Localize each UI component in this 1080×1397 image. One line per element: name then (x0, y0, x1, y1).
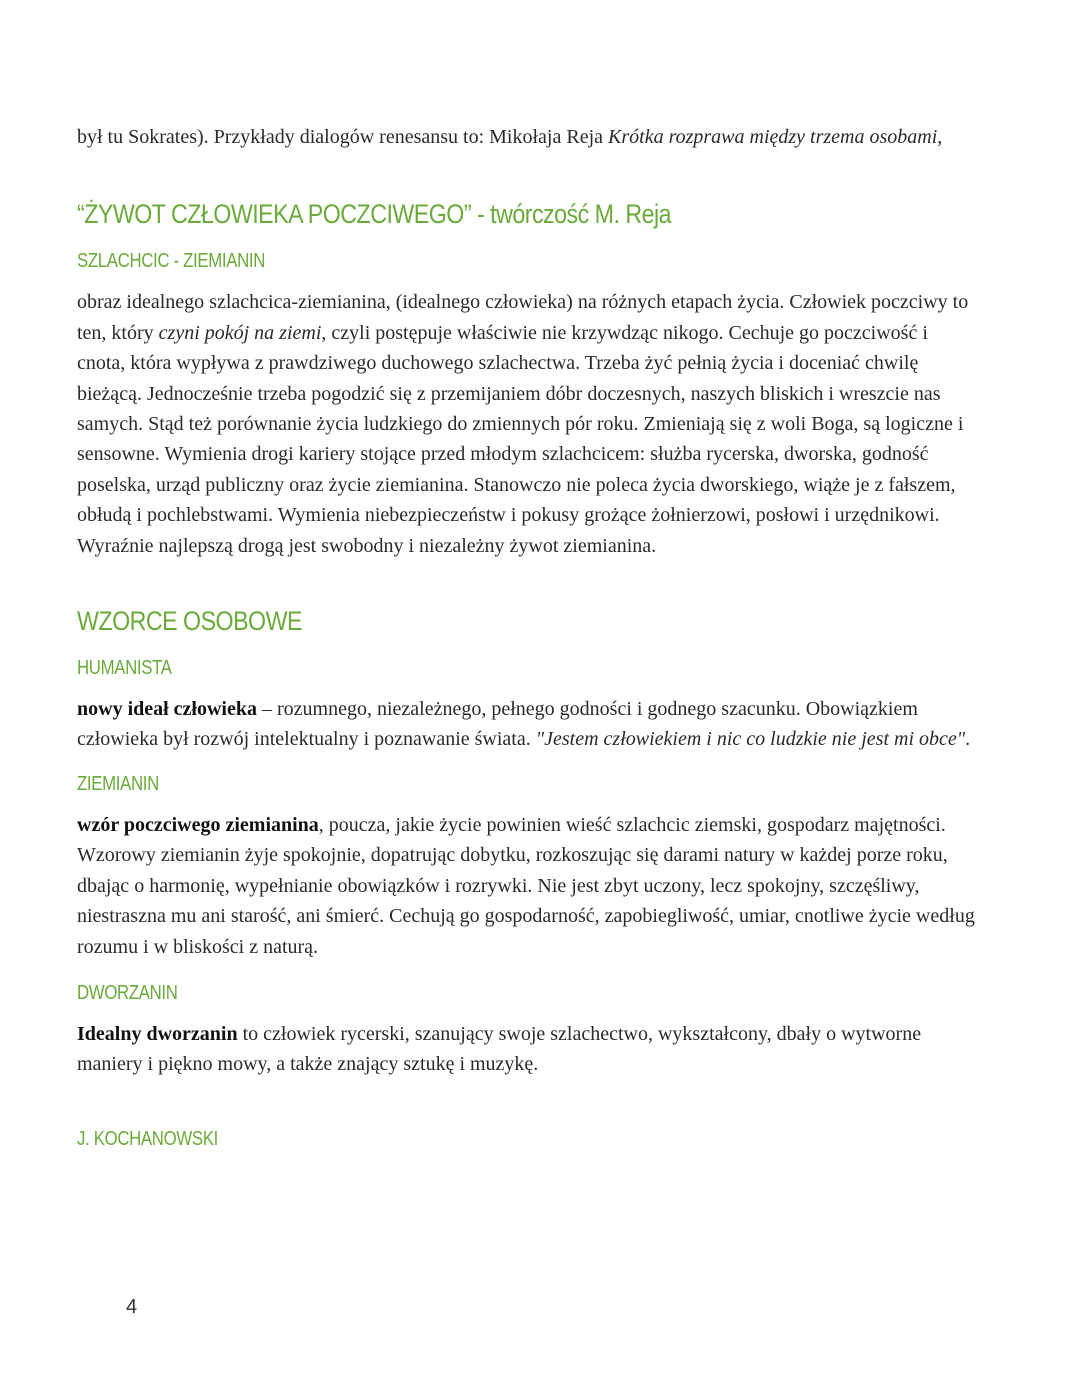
paragraph-dworzanin (77, 1019, 977, 1080)
humanista-text: – rozumnego, niezależnego, pełnego godności i godnego szacunku. Obowiązkiem człowieka był rozwój intelektualny i poznawanie świata. (77, 698, 918, 751)
intro-paragraph (77, 122, 957, 152)
dworzanin-text: to człowiek rycerski, szanujący swoje szlachectwo, wykształcony, dbały o wytworne maniery i piękno mowy, a także znający sztukę i muzykę. (77, 1022, 922, 1076)
intro-italic-title: Krótka rozprawa między trzema osobami (608, 126, 938, 148)
rej-italic: czyni pokój na ziemi (158, 321, 322, 344)
paragraph-humanista (77, 694, 977, 755)
subsection-title-humanista: HUMANISTA (77, 657, 172, 680)
humanista-text-end: . (965, 728, 971, 751)
rej-text-end: , czyli postępuje właściwie nie krzywdząc nikogo. Cechuje go poczciwość i cnota, która wypływa z prawdziwego duchowego szlachectwa. Trzeba żyć pełnią życia i doceniać chwilę bieżącą. Jednocześnie trzeba pogodzić się z przemijaniem dóbr doczesnych, naszych bliskich i wreszcie nas samych. Stąd też porównanie życia ludzkiego do zmiennych pór roku. Zmieniają się z woli Boga, są logiczne i sensowne. Wymienia drogi kariery stojące przed młodym szlachcicem: służba rycerska, dworska, godność poselska, urząd publiczny oraz życie ziemianina. Stanowczo nie poleca życia dworskiego, wiąże je z fałszem, obłudą i pochlebstwami. Wymienia niebezpieczeństw i pokusy grożące żołnierzowi, posłowi i urzędnikowi. Wyraźnie najlepszą drogą jest swobodny i niezależny żywot ziemianina. (77, 321, 964, 557)
subsection-title-dworzanin: DWORZANIN (77, 981, 178, 1004)
section-title-kochanowski: J. KOCHANOWSKI (77, 1127, 218, 1150)
subsection-title-szlachcic: SZLACHCIC - ZIEMIANIN (77, 250, 266, 273)
paragraph-rej (77, 287, 977, 561)
dworzanin-bold: Idealny dworzanin (77, 1022, 238, 1045)
section-title-rej: “ŻYWOT CZŁOWIEKA POCZCIWEGO” - twórczość M. Reja (77, 199, 672, 230)
intro-text: był tu Sokrates). Przykłady dialogów renesansu to: Mikołaja Reja (77, 126, 609, 148)
paragraph-ziemianin (77, 810, 977, 962)
humanista-bold: nowy ideał człowieka (77, 698, 257, 721)
page-number: 4 (126, 1296, 138, 1318)
rej-text: obraz idealnego szlachcica-ziemianina, (idealnego człowieka) na różnych etapach życia. Człowiek poczciwy to ten, który (77, 291, 969, 344)
ziemianin-text: , poucza, jakie życie powinien wieść szlachcic ziemski, gospodarz majętności. Wzorowy ziemianin żyje spokojnie, dopatrując dobytku, rozkoszując się darami natury w każdej porze roku, dbając o harmonię, wypełnianie obowiązków i rozrywki. Nie jest zbyt uczony, lecz spokojny, szczęśliwy, niestraszna mu ani starość, ani śmierć. Cechują go gospodarność, zapobiegliwość, umiar, cnotliwe życie według rozumu i w bliskości z naturą. (77, 813, 975, 958)
section-title-wzorce: WZORCE OSOBOWE (77, 606, 302, 637)
intro-text-end: , (937, 126, 943, 148)
subsection-title-ziemianin: ZIEMIANIN (77, 772, 159, 795)
humanista-quote: "Jestem człowiekiem i nic co ludzkie nie jest mi obce" (535, 728, 966, 751)
ziemianin-bold: wzór poczciwego ziemianina (77, 813, 319, 836)
page-content (77, 122, 977, 1151)
